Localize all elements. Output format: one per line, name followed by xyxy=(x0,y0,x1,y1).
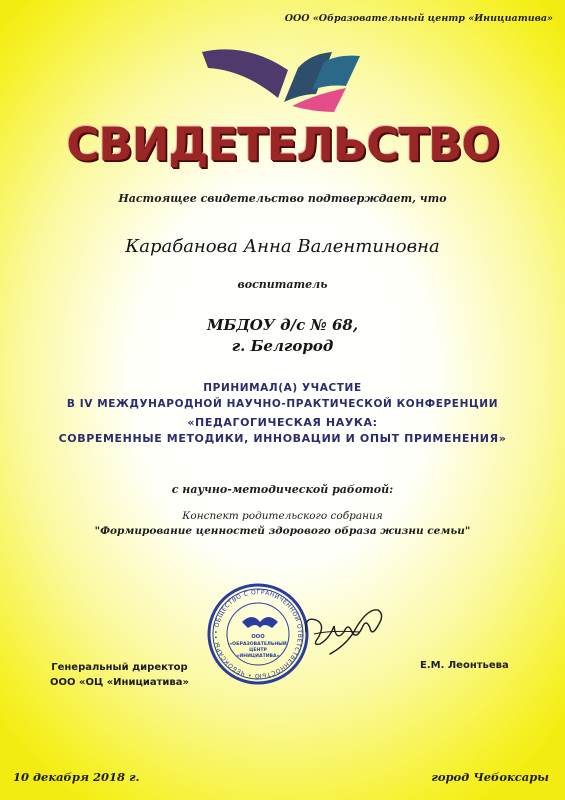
svg-text:ЦЕНТР: ЦЕНТР xyxy=(249,648,267,653)
work-title-line1: Конспект родительского собрания xyxy=(182,510,383,522)
round-seal-stamp-icon xyxy=(206,582,310,686)
recipient-name: Карабанова Анна Валентиновна xyxy=(125,236,440,257)
conference-name-line3: СОВРЕМЕННЫЕ МЕТОДИКИ, ИННОВАЦИИ И ОПЫТ ПРИМЕНЕНИЯ» xyxy=(58,432,507,445)
certificate-title: СВИДЕТЕЛЬСТВО xyxy=(66,118,499,171)
issue-date: 10 декабря 2018 г. xyxy=(13,770,140,784)
work-title-line2: "Формирование ценностей здорового образа жизни семьи" xyxy=(94,525,471,537)
work-label: с научно-методической работой: xyxy=(171,483,394,496)
director-title-line1: Генеральный директор xyxy=(51,662,188,673)
handwritten-signature-icon xyxy=(300,598,388,662)
institution-city: г. Белгород xyxy=(231,337,334,355)
open-book-logo-icon xyxy=(200,40,370,130)
signer-name: Е.М. Леонтьева xyxy=(420,660,509,671)
conference-name-line2: «ПЕДАГОГИЧЕСКАЯ НАУКА: xyxy=(187,416,378,429)
svg-text:• ОБЩЕСТВО С ОГРАНИЧЕННОЙ ОТВЕ: • ОБЩЕСТВО С ОГРАНИЧЕННОЙ ОТВЕТСТВЕННОСТЬЮ • ЧЕБОКСАРЫ • xyxy=(212,588,304,680)
director-title-line2: ООО «ОЦ «Инициатива» xyxy=(50,677,189,688)
svg-text:«ИНИЦИАТИВА»: «ИНИЦИАТИВА» xyxy=(236,654,280,659)
participation-heading: ПРИНИМАЛ(А) УЧАСТИЕ xyxy=(203,382,362,394)
svg-text:ООО: ООО xyxy=(251,634,265,640)
issue-city: город Чебоксары xyxy=(431,770,549,784)
conference-name-line1: В IV МЕЖДУНАРОДНОЙ НАУЧНО-ПРАКТИЧЕСКОЙ КОНФЕРЕНЦИИ xyxy=(66,398,499,410)
director-title xyxy=(50,660,189,690)
recipient-position: воспитатель xyxy=(237,278,328,291)
svg-text:«ОБРАЗОВАТЕЛЬНЫЙ: «ОБРАЗОВАТЕЛЬНЫЙ xyxy=(229,642,287,647)
header-organization: ООО «Образовательный центр «Инициатива» xyxy=(284,13,553,24)
confirmation-text: Настоящее свидетельство подтверждает, что xyxy=(118,192,447,205)
institution-name: МБДОУ д/с № 68, xyxy=(206,316,359,334)
